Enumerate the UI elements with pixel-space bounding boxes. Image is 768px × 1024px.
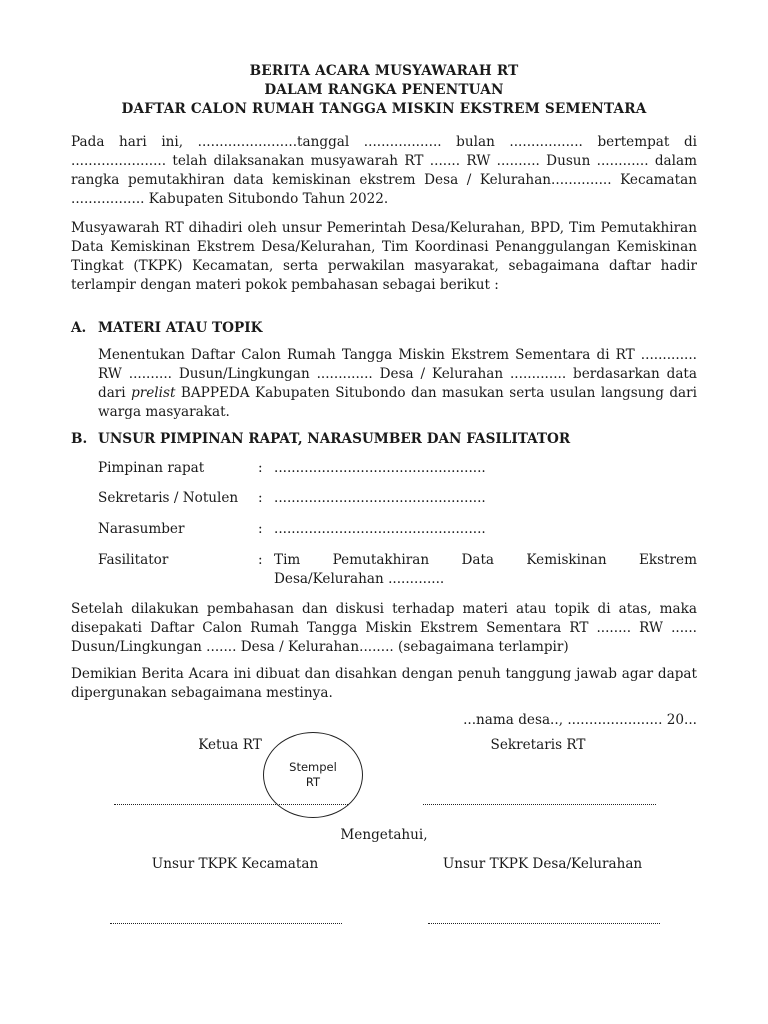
field-label: Pimpinan rapat [98,460,205,476]
signature-line-sekretaris-rt [423,804,656,805]
signer-tkpk-kecamatan: Unsur TKPK Kecamatan [151,856,319,872]
closing-paragraph: Demikian Berita Acara ini dibuat dan disahkan dengan penuh tanggung jawab agar dapat dipergunakan sebagaimana mestinya. [71,666,697,701]
section-b-letter: B. [71,431,88,447]
title-line-1: BERITA ACARA MUSYAWARAH RT [249,63,519,79]
field-colon: : [258,460,263,476]
section-b-heading [71,430,570,449]
section-a-letter: A. [71,320,87,336]
field-colon: : [258,552,263,568]
section-a-body-start: Menentukan Daftar Calon Rumah Tangga Miskin Ekstrem Sementara di RT ............. RW .......... Dusun/Lingkungan ............. Desa / Kelurahan ............. berdasarkan data dari [98,347,697,401]
signature-line-tkpk-desa [428,923,660,924]
stamp-label-line-1: Stempel [289,760,337,774]
field-colon: : [258,490,263,506]
acknowledged-label: Mengetahui, [340,827,428,843]
section-a-title: MATERI ATAU TOPIK [98,320,263,336]
field-blank: ................................................. [274,490,486,506]
section-a-heading [71,319,262,338]
field-label: Fasilitator [98,552,169,568]
signer-tkpk-desa: Unsur TKPK Desa/Kelurahan [442,856,643,872]
stamp-circle [263,732,363,818]
document-title [0,62,768,119]
signer-sekretaris-rt: Sekretaris RT [490,737,586,753]
stamp-label-line-2: RT [305,775,321,789]
field-colon: : [258,521,263,537]
section-a-body-end: BAPPEDA Kabupaten Situbondo dan masukan serta usulan langsung dari warga masyarakat. [98,385,697,420]
field-blank: ................................................. [274,521,486,537]
title-line-2: DALAM RANGKA PENENTUAN [264,82,504,98]
prelist-term: prelist [131,385,176,401]
attendance-paragraph: Musyawarah RT dihadiri oleh unsur Pemerintah Desa/Kelurahan, BPD, Tim Pemutakhiran Data Kemiskinan Ekstrem Desa/Kelurahan, Tim Koordinasi Penanggulangan Kemiskinan Tingkat (TKPK) Kecamatan, serta perwakilan masyarakat, sebagaimana daftar hadir terlampir dengan materi pokok pembahasan sebagai berikut : [71,220,697,293]
section-a-body [98,346,697,422]
signer-ketua-rt: Ketua RT [198,737,262,753]
intro-paragraph: Pada hari ini, .......................tanggal .................. bulan ................. bertempat di ...................... telah dilaksanakan musyawarah RT ....... RW .......... Dusun ............ dalam rangka pemutakhiran data kemiskinan ekstrem Desa / Kelurahan.............. Kecamatan ................. Kabupaten Situbondo Tahun 2022. [71,134,697,207]
place-date: ...nama desa.., ...................... 20... [463,712,697,728]
agreement-paragraph: Setelah dilakukan pembahasan dan diskusi terhadap materi atau topik di atas, maka disepakati Daftar Calon Rumah Tangga Miskin Ekstrem Sementara RT ........ RW ...... Dusun/Lingkungan ....... Desa / Kelurahan........ (sebagaimana terlampir) [71,601,697,655]
field-blank: ................................................. [274,460,486,476]
field-label: Sekretaris / Notulen [98,490,239,506]
signature-line-tkpk-kecamatan [110,923,342,924]
title-line-3: DAFTAR CALON RUMAH TANGGA MISKIN EKSTREM SEMENTARA [121,101,647,117]
field-label: Narasumber [98,521,185,537]
field-value-line-1: Tim Pemutakhiran Data Kemiskinan Ekstrem [274,552,697,568]
signature-line-ketua-rt [114,804,348,805]
section-b-title: UNSUR PIMPINAN RAPAT, NARASUMBER DAN FASILITATOR [98,431,571,447]
field-value-line-2: Desa/Kelurahan ............. [274,571,445,587]
